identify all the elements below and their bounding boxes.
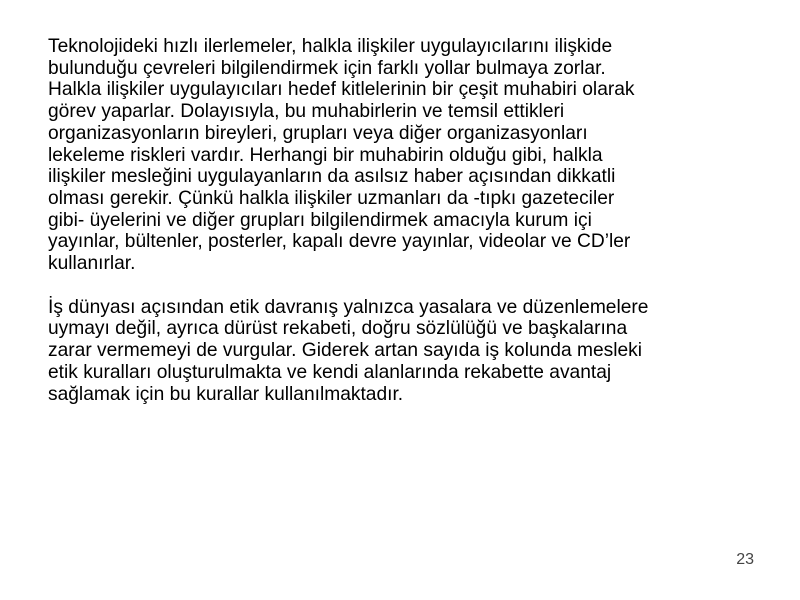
- slide-body: [48, 36, 768, 405]
- page-number: 23: [736, 551, 754, 568]
- paragraph-technology: Teknolojideki hızlı ilerlemeler, halkla ilişkiler uygulayıcılarını ilişkide bulunduğu çevreleri bilgilendirmek için farklı yollar bulmaya zorlar. Halkla ilişkiler uygulayıcıları hedef kitlelerinin bir çeşit muhabiri olarak görev yaparlar. Dolayısıyla, bu muhabirlerin ve temsil ettikleri organizasyonların bireyleri, grupları veya diğer organizasyonları lekeleme riskleri vardır. Herhangi bir muhabirin olduğu gibi, halkla ilişkiler mesleğini uygulayanların da asılsız haber açısından dikkatli olması gerekir. Çünkü halkla ilişkiler uzmanları da -tıpkı gazeteciler gibi- üyelerini ve diğer grupları bilgilendirmek amacıyla kurum içi yayınlar, bültenler, posterler, kapalı devre yayınlar, videolar ve CD’ler kullanırlar.: [48, 36, 635, 275]
- paragraph-business-ethics: İş dünyası açısından etik davranış yalnızca yasalara ve düzenlemelere uymayı değil, ayrıca dürüst rekabeti, doğru sözlülüğü ve başkalarına zarar vermemeyi de vurgular. Giderek artan sayıda iş kolunda mesleki etik kuralları oluşturulmakta ve kendi alanlarında rekabette avantaj sağlamak için bu kurallar kullanılmaktadır.: [48, 296, 649, 405]
